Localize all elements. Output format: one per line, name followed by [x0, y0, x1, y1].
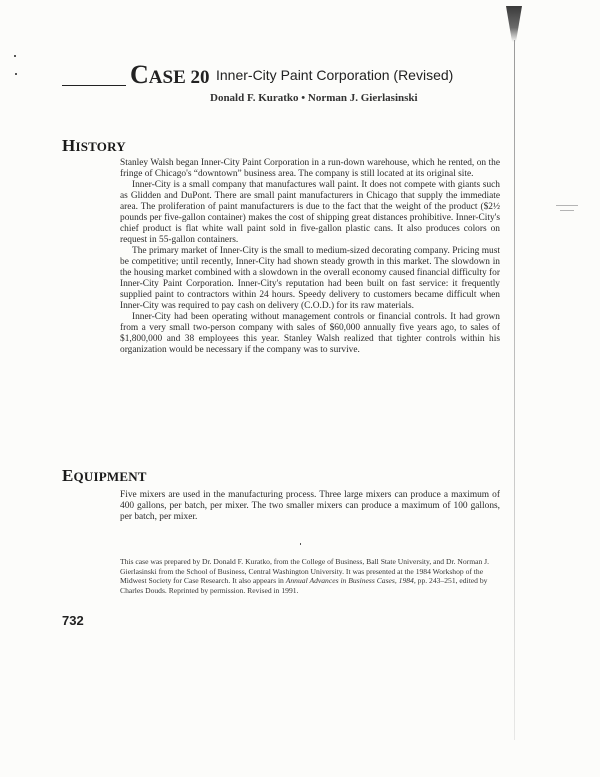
header-rule: [62, 85, 126, 86]
case-title: Inner-City Paint Corporation (Revised): [216, 67, 454, 83]
scan-margin-line: [514, 40, 515, 740]
scan-dot-mark: [15, 73, 17, 75]
case-authors: Donald F. Kuratko • Norman J. Gierlasinski: [210, 92, 418, 104]
case-number: CASE 20: [130, 60, 210, 89]
scan-dot-mark: [14, 55, 16, 57]
case-footnote: This case was prepared by Dr. Donald F. Kuratko, from the College of Business, Ball State University, and Dr. Norman J. Gierlasinski from the School of Business, Central Washington University. It was presented at the 1984 Workshop of the Midwest Society for Case Research. It also appears in Annual Advances in Business Cases, 1984, pp. 243–251, edited by Charles Douds. Reprinted by permission. Revised in 1991.: [120, 557, 490, 595]
history-body: [120, 158, 500, 356]
equipment-paragraph: Five mixers are used in the manufacturing process. Three large mixers can produce a maximum of 400 gallons, per batch, per mixer. The two smaller mixers can produce a maximum of 100 gallons, per batch, per mixer.: [120, 490, 500, 522]
history-paragraph: Inner-City is a small company that manufactures wall paint. It does not compete with giants such as Glidden and DuPont. There are small paint manufacturers in Chicago that supply the immediate area. The proliferation of paint manufacturers is due to the fact that the weight of the product ($2½ pounds per five-gallon container) makes the cost of shipping great distances prohibitive. Inner-City's chief product is flat white wall paint sold in five-gallon plastic cans. It also produces colors on request in 55-gallon containers.: [120, 180, 500, 245]
publication-title: Annual Advances in Business Cases, 1984: [285, 576, 414, 586]
equipment-body: [120, 490, 500, 523]
history-paragraph: The primary market of Inner-City is the small to medium-sized decorating company. Pricing must be competitive; until recently, Inner-City had shown steady growth in this market. The slowdown in the housing market combined with a slowdown in the overall economy caused financial difficulty for Inner-City Paint Corporation. Inner-City's reputation had been built on fast service: it frequently supplied paint to contractors within 24 hours. Speedy delivery to customers became difficult when Inner-City was required to pay cash on delivery (C.O.D.) for its raw materials.: [120, 246, 500, 311]
scan-dot-mark: [300, 543, 301, 545]
page-number: 732: [62, 613, 84, 628]
equipment-heading: EQUIPMENT: [62, 466, 147, 485]
scan-dash-mark: [560, 210, 574, 211]
history-paragraph: Inner-City had been operating without management controls or financial controls. It had grown from a very small two-person company with sales of $60,000 annually five years ago, to sales of $1,800,000 and 38 employees this year. Stanley Walsh realized that tighter controls within his organization would be necessary if the company was to survive.: [120, 312, 500, 355]
scan-streak-mark: [506, 6, 522, 42]
scan-dash-mark: [556, 205, 578, 206]
history-paragraph: Stanley Walsh began Inner-City Paint Corporation in a run-down warehouse, which he rented, on the fringe of Chicago's “downtown” business area. The company is still located at its original site.: [120, 158, 500, 179]
history-heading: HISTORY: [62, 136, 126, 155]
